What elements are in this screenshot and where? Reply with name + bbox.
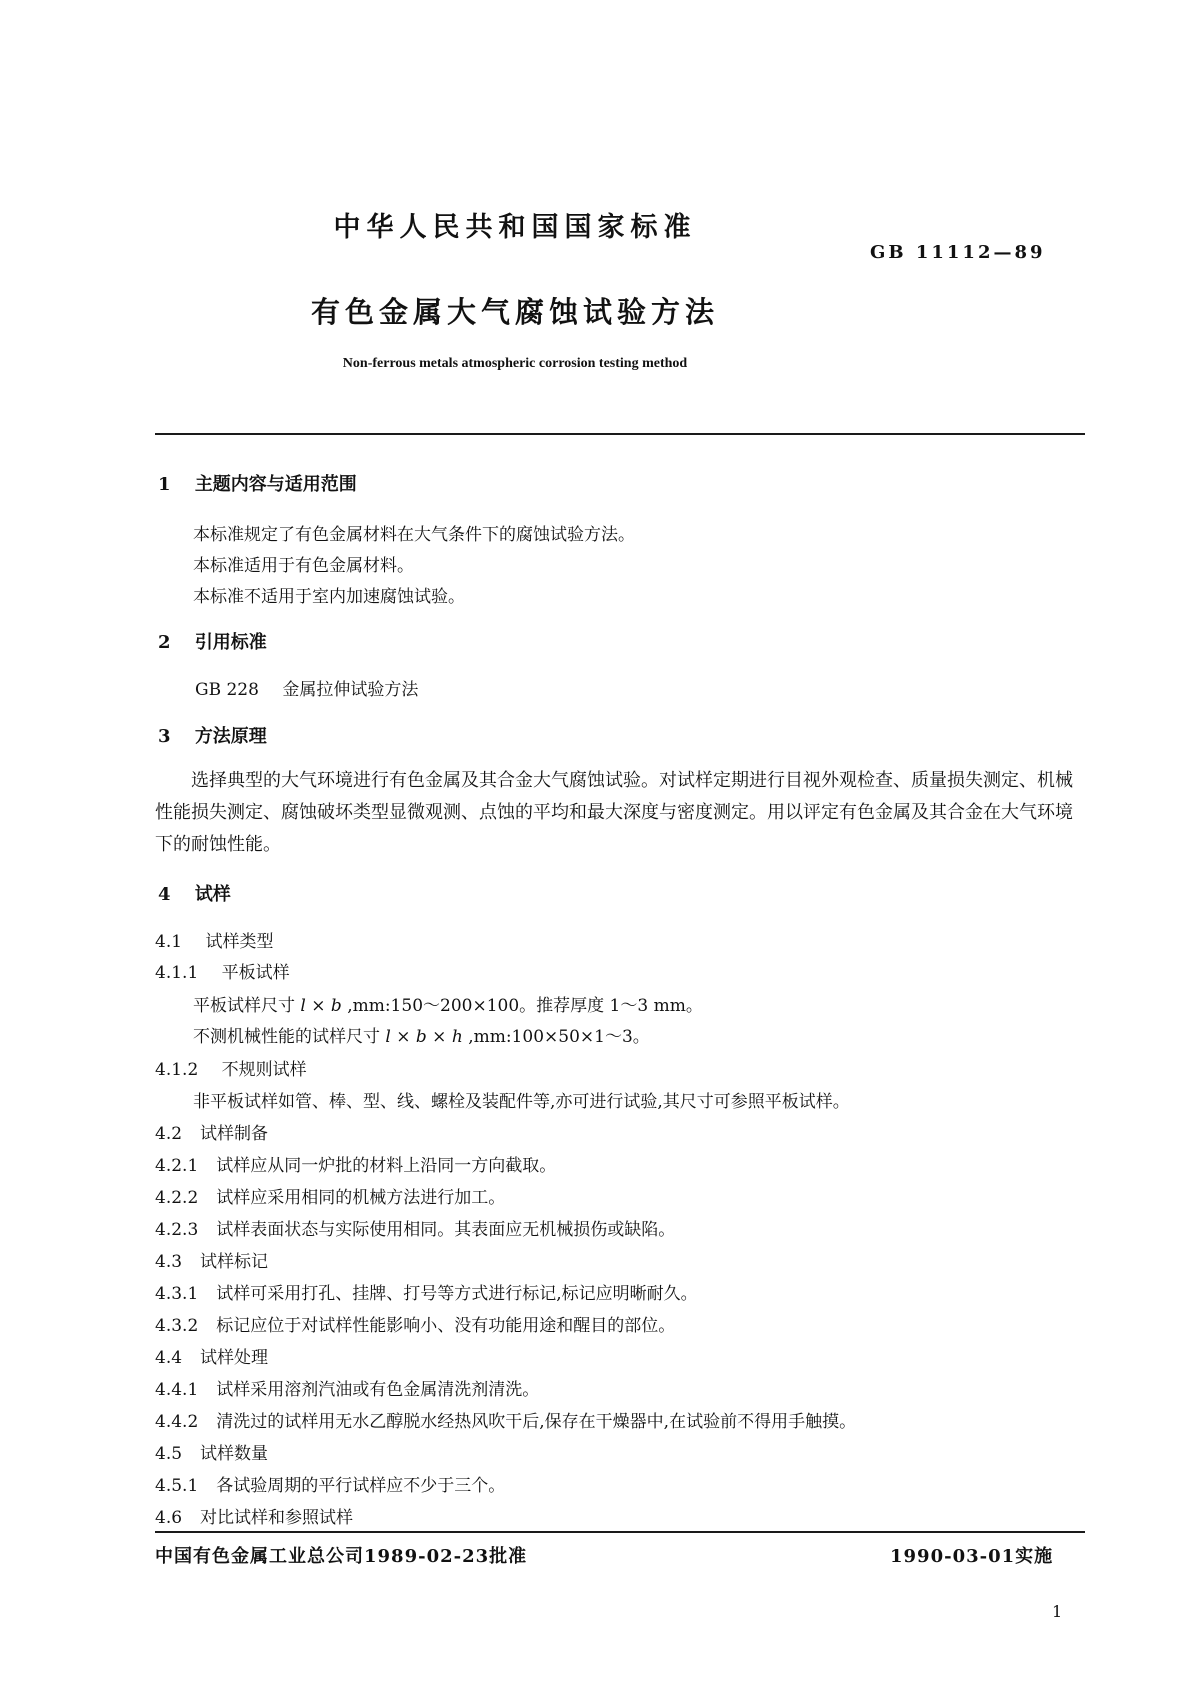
clause-number: 4.2 bbox=[155, 1124, 183, 1144]
national-standard-title: 中华人民共和国国家标准 bbox=[333, 212, 697, 243]
clause-text: 试样数量 bbox=[200, 1444, 269, 1464]
no-mech-size-values: ,mm:100×50×1～3。 bbox=[468, 1027, 650, 1047]
plate-size-variables: l × b bbox=[300, 996, 342, 1016]
clause-4-1-title: 试样类型 bbox=[205, 932, 274, 952]
section-3-number: 3 bbox=[158, 726, 171, 747]
clause-4-5-1 bbox=[155, 1471, 505, 1496]
section-1-heading bbox=[158, 470, 357, 496]
clause-text: 试样应从同一炉批的材料上沿同一方向截取。 bbox=[216, 1156, 557, 1176]
clause-text: 试样处理 bbox=[200, 1348, 269, 1368]
document-title-cn: 有色金属大气腐蚀试验方法 bbox=[310, 295, 719, 329]
clause-4-4 bbox=[155, 1343, 268, 1368]
section-2-heading bbox=[158, 628, 267, 654]
clause-4-4-2 bbox=[155, 1407, 856, 1432]
page-number: 1 bbox=[1052, 1602, 1063, 1621]
reference-code: GB 228 bbox=[195, 680, 259, 700]
clause-4-1-number: 4.1 bbox=[155, 932, 183, 952]
section-3-title: 方法原理 bbox=[194, 726, 267, 747]
section-1-number: 1 bbox=[158, 474, 171, 495]
clause-4-3-1 bbox=[155, 1279, 698, 1304]
clause-text: 标记应位于对试样性能影响小、没有功能用途和醒目的部位。 bbox=[216, 1316, 676, 1336]
no-mech-size-variables: l × b × h bbox=[385, 1027, 463, 1047]
clause-number: 4.4 bbox=[155, 1348, 183, 1368]
reference-title: 金属拉伸试验方法 bbox=[282, 680, 419, 700]
clause-text: 试样标记 bbox=[200, 1252, 269, 1272]
clause-text: 各试验周期的平行试样应不少于三个。 bbox=[216, 1476, 506, 1496]
no-mech-size-prefix: 不测机械性能的试样尺寸 bbox=[193, 1027, 380, 1047]
section-3-heading bbox=[158, 722, 267, 748]
clause-number: 4.2.3 bbox=[155, 1220, 199, 1240]
standard-code: GB 11112—89 bbox=[870, 242, 1046, 263]
clause-text: 试样采用溶剂汽油或有色金属清洗剂清洗。 bbox=[216, 1380, 540, 1400]
document-title-en: Non-ferrous metals atmospheric corrosion testing method bbox=[342, 356, 688, 371]
plate-size-line bbox=[193, 991, 703, 1016]
clause-4-2-3 bbox=[155, 1215, 675, 1240]
clause-number: 4.5.1 bbox=[155, 1476, 199, 1496]
clause-number: 4.3.1 bbox=[155, 1284, 199, 1304]
clause-4-1 bbox=[155, 927, 273, 952]
clause-number: 4.6 bbox=[155, 1508, 183, 1528]
section-4-number: 4 bbox=[158, 884, 171, 905]
clause-4-5 bbox=[155, 1439, 268, 1464]
clause-4-2 bbox=[155, 1119, 268, 1144]
clause-4-1-2-number: 4.1.2 bbox=[155, 1060, 199, 1080]
clause-4-3-2 bbox=[155, 1311, 675, 1336]
section-4-heading bbox=[158, 880, 231, 906]
approval-info: 中国有色金属工业总公司1989-02-23批准 bbox=[155, 1546, 528, 1567]
clause-4-3 bbox=[155, 1247, 268, 1272]
clause-4-1-1 bbox=[155, 958, 290, 983]
section-2-number: 2 bbox=[158, 632, 171, 653]
section-1-title: 主题内容与适用范围 bbox=[194, 474, 357, 495]
reference-standard bbox=[195, 675, 418, 700]
section-2-title: 引用标准 bbox=[194, 632, 267, 653]
clause-number: 4.2.1 bbox=[155, 1156, 199, 1176]
footer-divider bbox=[155, 1531, 1085, 1533]
clause-number: 4.3 bbox=[155, 1252, 183, 1272]
clause-4-1-1-number: 4.1.1 bbox=[155, 963, 199, 983]
clause-text: 清洗过的试样用无水乙醇脱水经热风吹干后,保存在干燥器中,在试验前不得用手触摸。 bbox=[216, 1412, 857, 1432]
section-3-paragraph: 选择典型的大气环境进行有色金属及其合金大气腐蚀试验。对试样定期进行目视外观检查、质量损失测定、机械性能损失测定、腐蚀破坏类型显微观测、点蚀的平均和最大深度与密度测定。用以评定有色金属及其合金在大气环境下的耐蚀性能。 bbox=[155, 770, 1073, 855]
header-divider bbox=[155, 433, 1085, 435]
plate-size-values: ,mm:150～200×100。推荐厚度 1～3 mm。 bbox=[347, 996, 703, 1016]
no-mech-size-line bbox=[193, 1022, 650, 1047]
clause-4-4-1 bbox=[155, 1375, 539, 1400]
clause-4-1-2 bbox=[155, 1055, 307, 1080]
clause-4-6 bbox=[155, 1503, 353, 1528]
clause-text: 试样可采用打孔、挂牌、打号等方式进行标记,标记应明晰耐久。 bbox=[216, 1284, 698, 1304]
clause-4-2-1 bbox=[155, 1151, 556, 1176]
clause-text: 试样表面状态与实际使用相同。其表面应无机械损伤或缺陷。 bbox=[216, 1220, 676, 1240]
section-4-title: 试样 bbox=[194, 884, 231, 905]
section-1-line-3: 本标准不适用于室内加速腐蚀试验。 bbox=[193, 587, 465, 607]
clause-number: 4.3.2 bbox=[155, 1316, 199, 1336]
section-1-line-1: 本标准规定了有色金属材料在大气条件下的腐蚀试验方法。 bbox=[193, 525, 635, 545]
clause-number: 4.4.1 bbox=[155, 1380, 199, 1400]
clause-text: 试样应采用相同的机械方法进行加工。 bbox=[216, 1188, 506, 1208]
plate-size-prefix: 平板试样尺寸 bbox=[193, 996, 295, 1016]
clause-number: 4.2.2 bbox=[155, 1188, 199, 1208]
clause-text: 对比试样和参照试样 bbox=[200, 1508, 354, 1528]
section-1-line-2: 本标准适用于有色金属材料。 bbox=[193, 556, 414, 576]
clause-number: 4.4.2 bbox=[155, 1412, 199, 1432]
clause-4-2-2 bbox=[155, 1183, 505, 1208]
clause-number: 4.5 bbox=[155, 1444, 183, 1464]
irregular-specimen-text: 非平板试样如管、棒、型、线、螺栓及装配件等,亦可进行试验,其尺寸可参照平板试样。 bbox=[193, 1092, 850, 1112]
implementation-date: 1990-03-01实施 bbox=[890, 1546, 1054, 1567]
clause-text: 试样制备 bbox=[200, 1124, 269, 1144]
clause-4-1-2-title: 不规则试样 bbox=[221, 1060, 307, 1080]
clause-4-1-1-title: 平板试样 bbox=[221, 963, 290, 983]
